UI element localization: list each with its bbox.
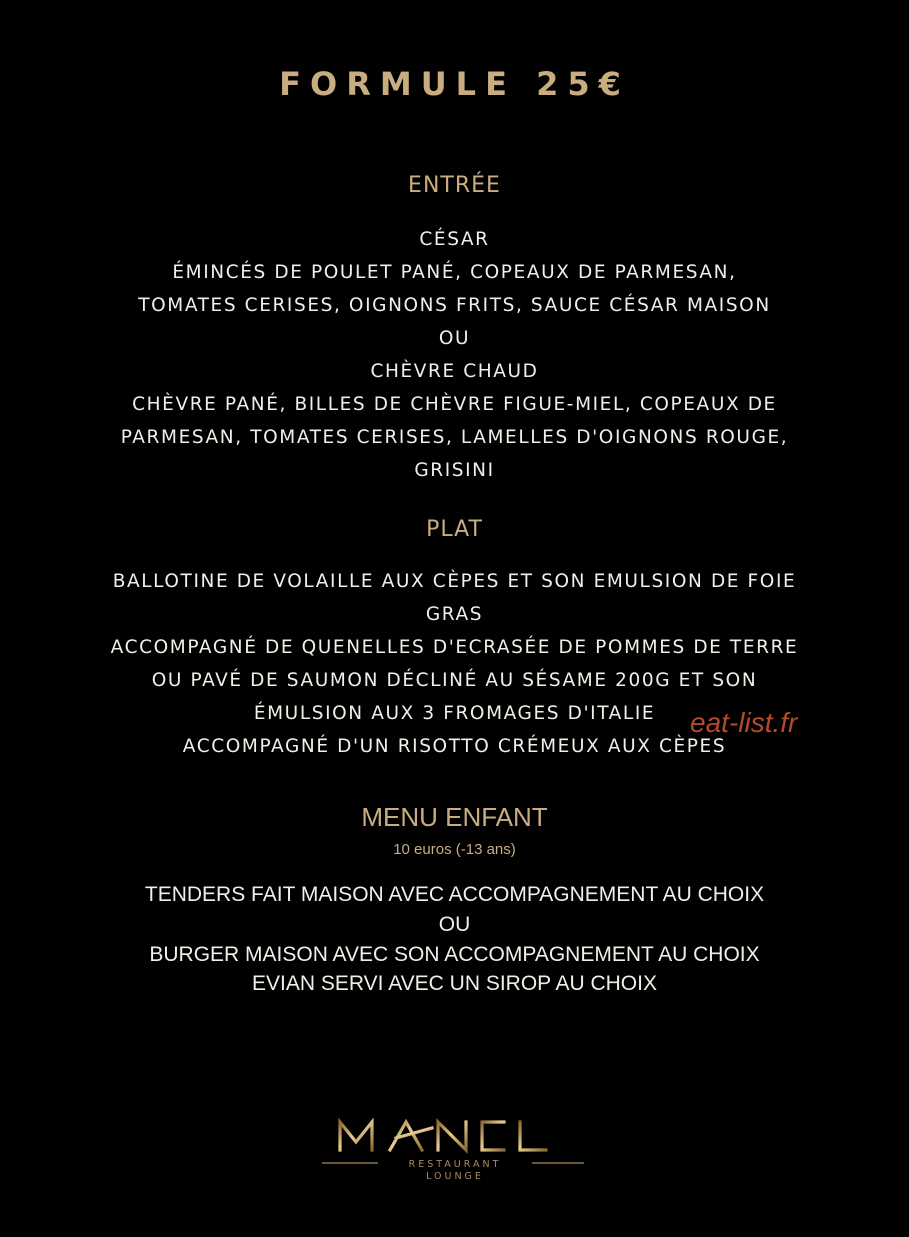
enfant-line: TENDERS FAIT MAISON AVEC ACCOMPAGNEMENT AU CHOIX [144,883,765,906]
entree-line: OU [438,328,471,349]
entree-line: CHÈVRE CHAUD [370,361,539,382]
section-heading-entree: ENTRÉE [408,173,501,198]
enfant-line: BURGER MAISON AVEC SON ACCOMPAGNEMENT AU CHOIX [149,943,760,966]
page-title: FORMULE 25€ [279,65,630,103]
logo-restaurant-text: RESTAURANT [408,1159,502,1170]
plat-line: ACCOMPAGNÉ D'UN RISOTTO CRÉMEUX AUX CÈPES [182,736,727,757]
plat-line: ACCOMPAGNÉ DE QUENELLES D'ECRASÉE DE POMMES DE TERRE [110,637,799,658]
plat-line: GRAS [425,604,484,625]
plat-line: ÉMULSION AUX 3 FROMAGES D'ITALIE [253,703,656,724]
entree-line: CHÈVRE PANÉ, BILLES DE CHÈVRE FIGUE-MIEL, COPEAUX DE [132,394,777,415]
watermark-text: eat-list.fr [690,707,798,738]
entree-line: PARMESAN, TOMATES CERISES, LAMELLES D'OIGNONS ROUGE, [120,427,789,448]
menu-enfant-price: 10 euros (-13 ans) [393,841,516,858]
entree-line: ÉMINCÉS DE POULET PANÉ, COPEAUX DE PARMESAN, [172,262,737,283]
plat-line: OU PAVÉ DE SAUMON DÉCLINÉ AU SÉSAME 200G ET SON [151,670,758,691]
logo-lounge-text: LOUNGE [426,1171,484,1182]
enfant-line: EVIAN SERVI AVEC UN SIROP AU CHOIX [252,972,657,995]
plat-line: BALLOTINE DE VOLAILLE AUX CÈPES ET SON EMULSION DE FOIE [112,571,797,592]
entree-line: TOMATES CERISES, OIGNONS FRITS, SAUCE CÉSAR MAISON [138,295,771,316]
section-heading-menu-enfant: MENU ENFANT [361,802,548,832]
enfant-line: OU [438,913,471,936]
manel-logo [320,1112,590,1192]
section-heading-plat: PLAT [426,517,483,542]
entree-line: CÉSAR [419,229,490,250]
entree-line: GRISINI [414,460,495,481]
